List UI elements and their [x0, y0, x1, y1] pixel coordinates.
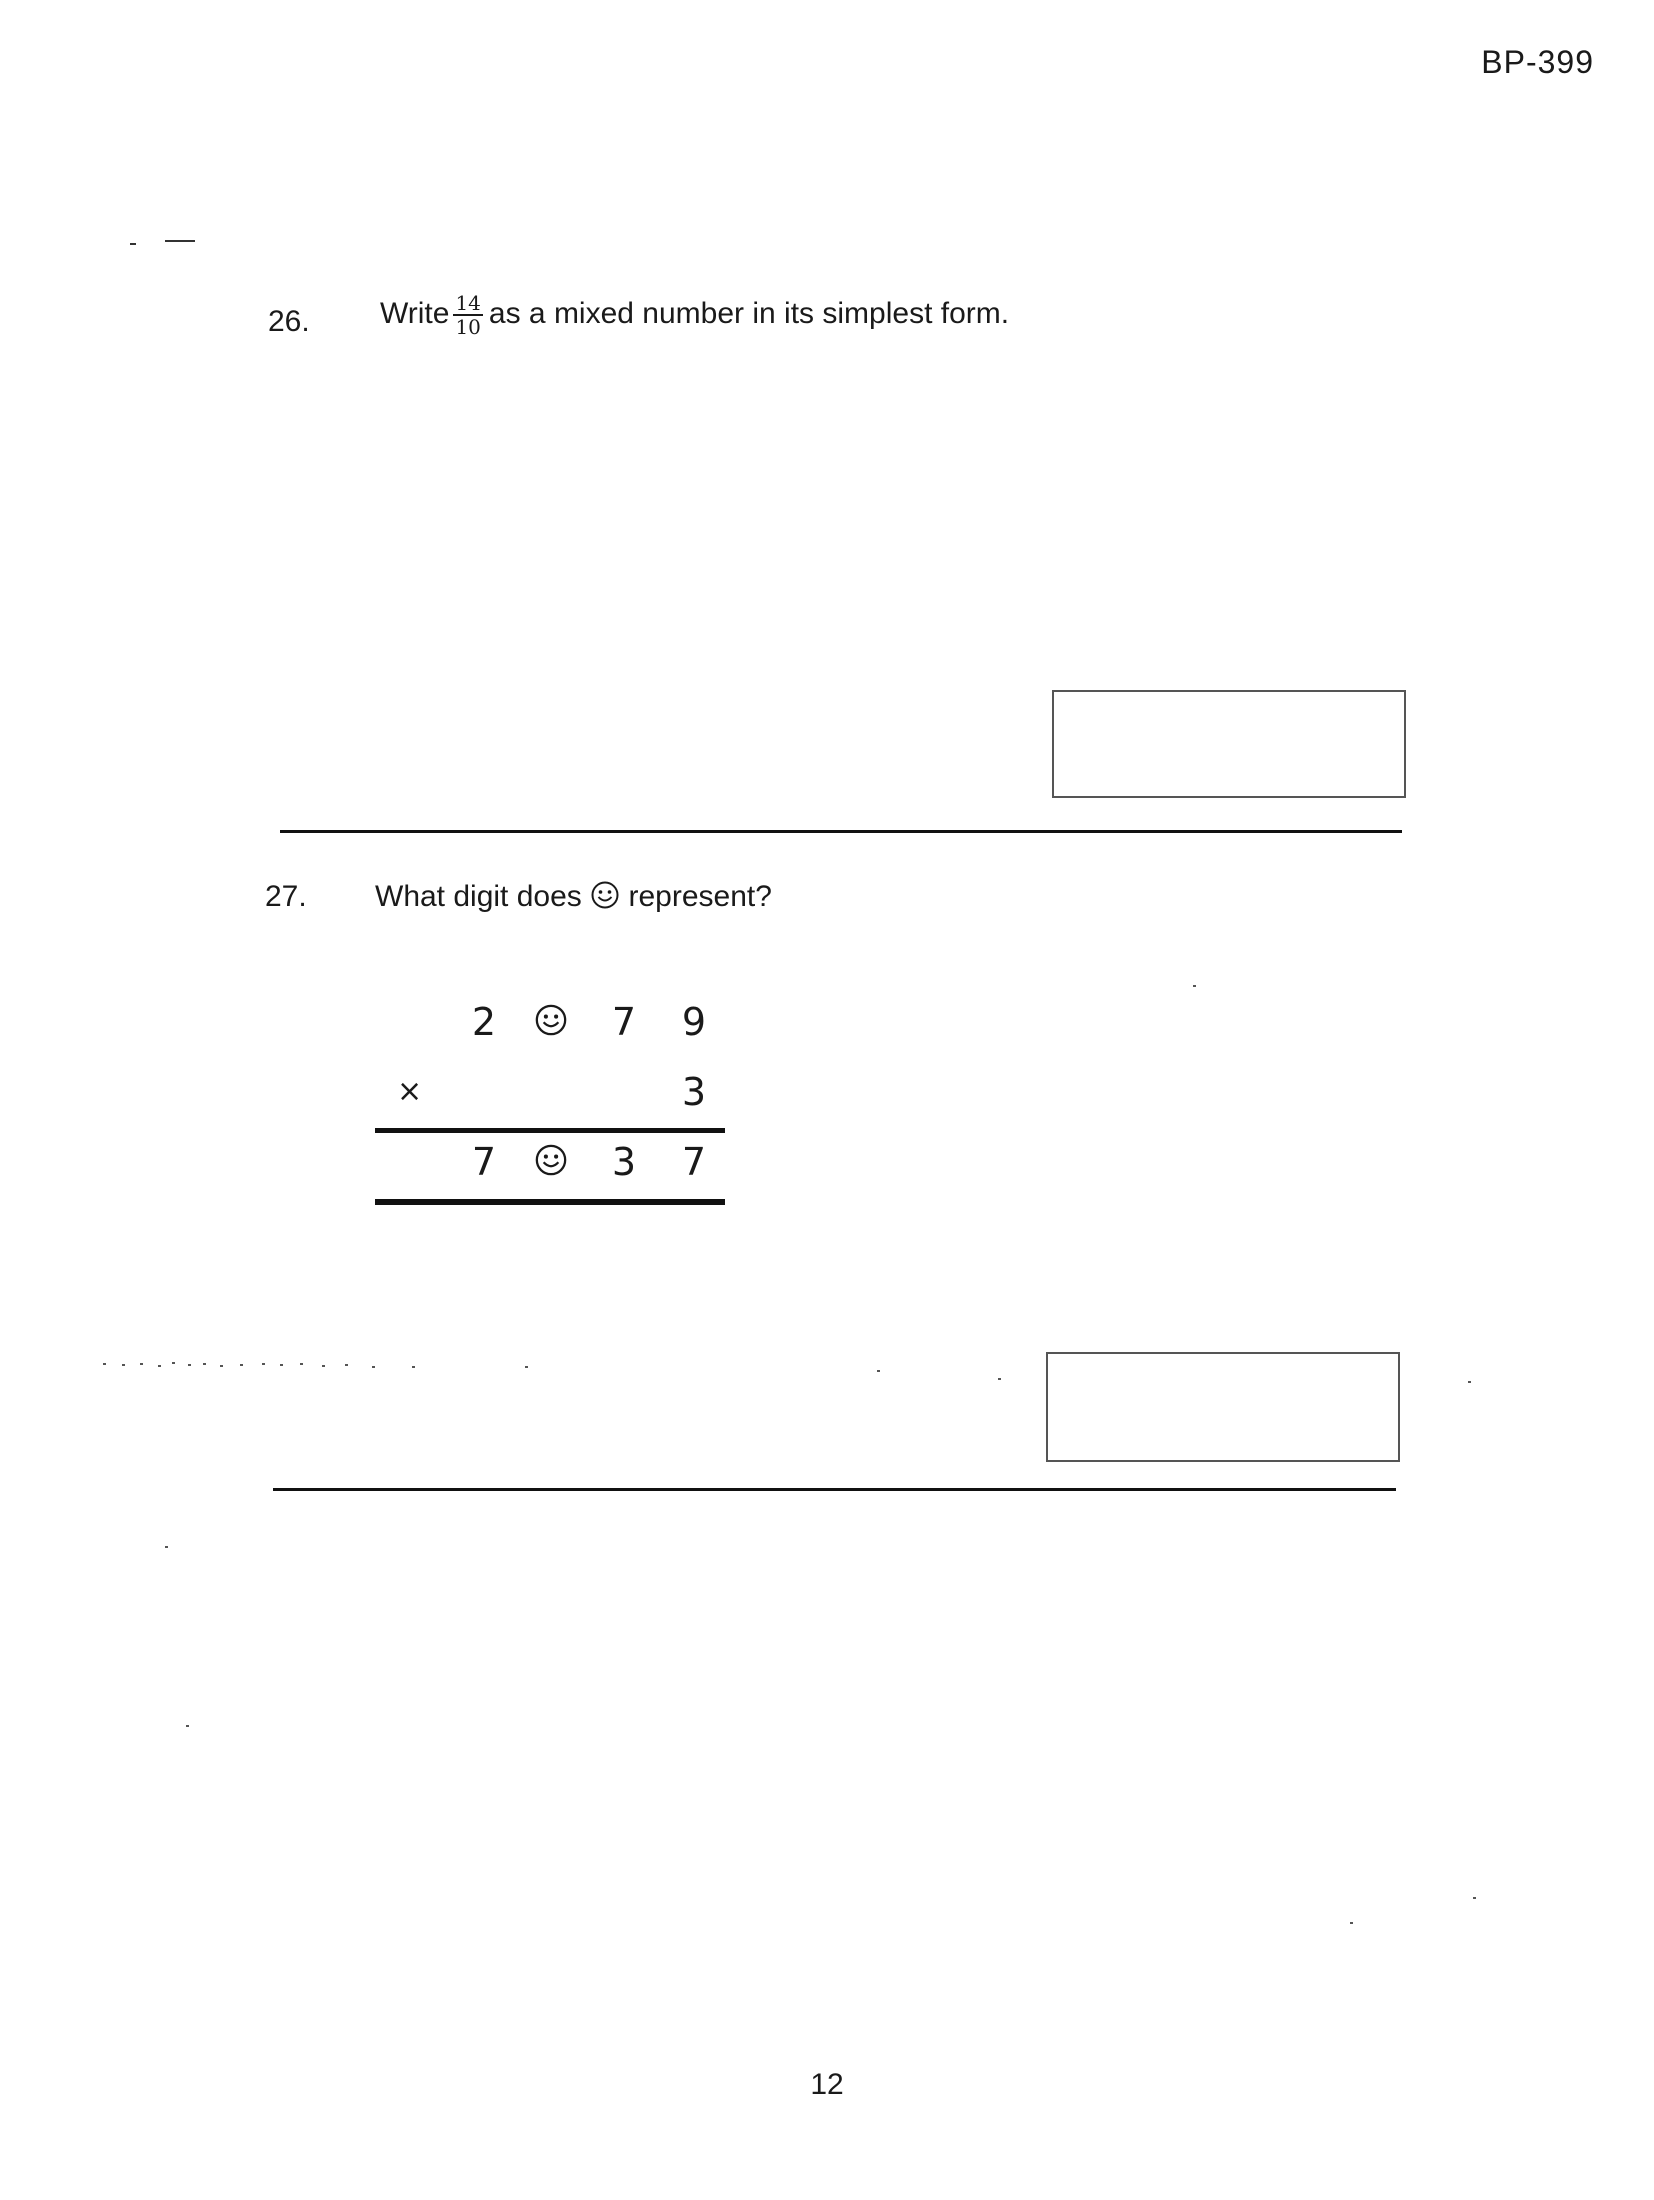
question-27-text	[375, 880, 772, 918]
question-26-number: 26.	[268, 305, 310, 338]
product-thousands: 7	[471, 1140, 497, 1184]
digit-tens: 7	[611, 1000, 637, 1044]
question-26-text	[380, 292, 1009, 338]
answer-box-26[interactable]	[1052, 690, 1406, 798]
question-27-number: 27.	[265, 880, 307, 913]
smiley-face-icon	[590, 880, 620, 918]
smiley-face-icon	[531, 1142, 571, 1186]
multiplication-problem	[375, 1000, 735, 1220]
question-27-suffix: represent?	[628, 880, 772, 913]
digit-thousands: 2	[471, 1000, 497, 1044]
question-27-prefix: What digit does	[375, 880, 582, 913]
document-code: BP-399	[1481, 44, 1594, 80]
question-26-suffix: as a mixed number in its simplest form.	[488, 296, 1010, 330]
fraction-denominator: 10	[455, 315, 481, 339]
page-number: 12	[810, 2068, 844, 2101]
multiplier-digit: 3	[681, 1070, 707, 1114]
digit-ones: 9	[681, 1000, 707, 1044]
question-26-prefix: Write	[380, 296, 450, 330]
smiley-face-icon	[531, 1002, 571, 1046]
fraction-numerator: 14	[455, 291, 481, 315]
answer-box-27[interactable]	[1046, 1352, 1400, 1462]
multiply-sign: ×	[397, 1074, 423, 1109]
product-line	[375, 1128, 725, 1133]
product-tens: 3	[611, 1140, 637, 1184]
fraction-14-10	[453, 292, 482, 338]
section-divider	[273, 1488, 1396, 1491]
product-ones: 7	[681, 1140, 707, 1184]
result-underline	[375, 1199, 725, 1205]
margin-mark	[130, 243, 136, 245]
section-divider	[280, 830, 1402, 833]
margin-mark	[165, 240, 195, 242]
